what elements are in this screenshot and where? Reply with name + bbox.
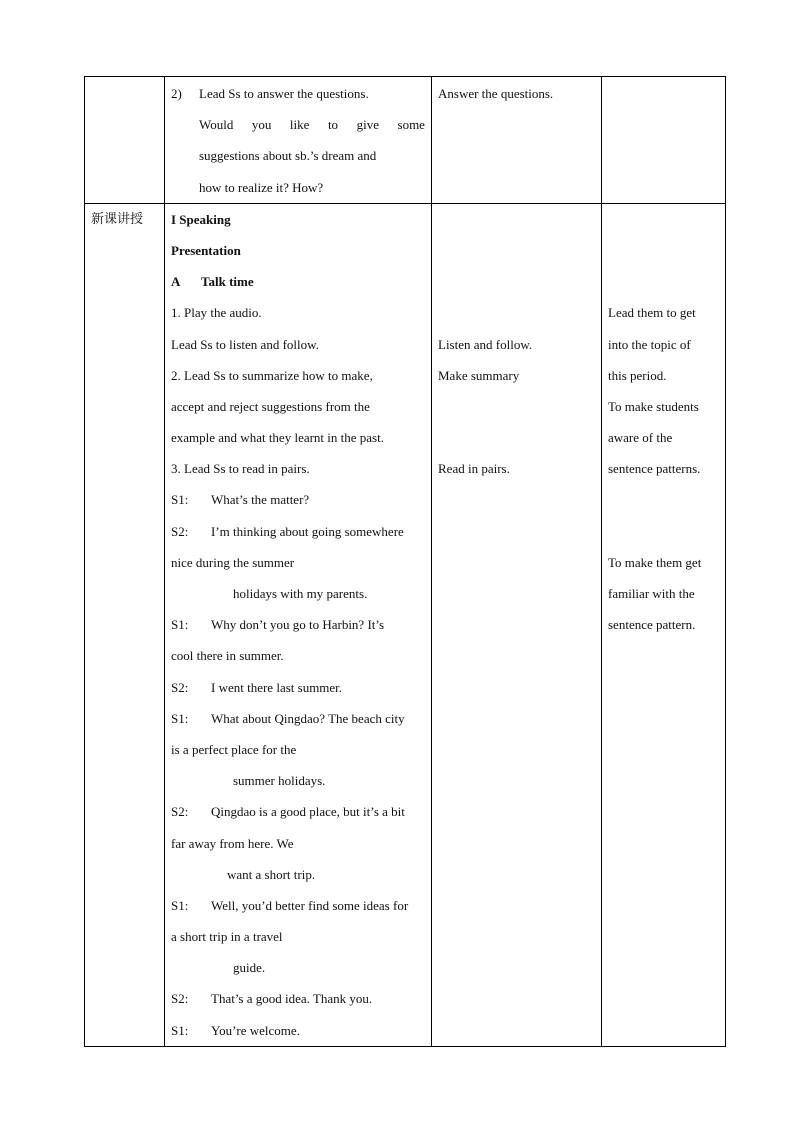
text-line: accept and reject suggestions from the	[171, 398, 370, 414]
text-line: 1. Play the audio.	[171, 305, 262, 321]
dialogue-line: S1: You’re welcome.	[171, 1022, 300, 1038]
stage-cell	[85, 77, 165, 204]
section-heading: I Speaking	[171, 211, 231, 227]
text-line: Read in pairs.	[438, 461, 510, 477]
purpose-cell	[602, 203, 726, 1046]
dialogue-line: S2: Qingdao is a good place, but it’s a bit	[171, 804, 405, 820]
stage-cell	[85, 203, 165, 1046]
text-line: Lead Ss to listen and follow.	[171, 336, 319, 352]
lesson-plan-table	[84, 76, 726, 1047]
text-line: this period.	[608, 367, 667, 383]
dialogue-line: S1: What’s the matter?	[171, 492, 310, 508]
text-line: into the topic of	[608, 336, 691, 352]
dialogue-line: S1: Why don’t you go to Harbin? It’s	[171, 617, 385, 633]
teacher-activity-cell	[165, 203, 432, 1046]
text-line: 2. Lead Ss to summarize how to make,	[171, 367, 373, 383]
dialogue-wrap: is a perfect place for the	[171, 741, 297, 757]
section-heading: A Talk time	[171, 274, 254, 290]
text-line: Answer the questions.	[438, 86, 554, 101]
dialogue-line: S2: That’s a good idea. Thank you.	[171, 991, 373, 1007]
dialogue-wrap: cool there in summer.	[171, 648, 284, 664]
dialogue-line: S2: I’m thinking about going somewhere	[171, 523, 404, 539]
dialogue-line: S2: I went there last summer.	[171, 679, 343, 695]
stage-label: 新课讲授	[91, 211, 144, 227]
purpose-cell	[602, 77, 726, 204]
table-row	[85, 203, 726, 1046]
text-line: To make students	[608, 398, 699, 414]
text-line: Lead them to get	[608, 305, 696, 321]
table-row	[85, 77, 726, 204]
section-heading: Presentation	[171, 242, 241, 258]
dialogue-continuation: summer holidays.	[233, 773, 326, 789]
justified-line: Would you like to give some	[199, 117, 425, 133]
dialogue-continuation: want a short trip.	[227, 866, 316, 882]
text-line: sentence pattern.	[608, 617, 696, 633]
text-line: suggestions about sb.’s dream and	[199, 148, 377, 164]
dialogue-continuation: guide.	[233, 960, 266, 976]
step-number: 2)	[171, 86, 182, 101]
teacher-activity-cell	[165, 77, 432, 204]
dialogue-wrap: far away from here. We	[171, 835, 294, 851]
text-line: how to realize it? How?	[199, 179, 324, 195]
text-line: 3. Lead Ss to read in pairs.	[171, 461, 310, 477]
text-line: example and what they learnt in the past.	[171, 430, 384, 446]
text-line: Make summary	[438, 367, 520, 383]
dialogue-line: S1: What about Qingdao? The beach city	[171, 710, 405, 726]
text-line: sentence patterns.	[608, 461, 701, 477]
text-line: familiar with the	[608, 586, 695, 601]
dialogue-continuation: holidays with my parents.	[233, 586, 368, 601]
dialogue-line: S1: Well, you’d better find some ideas for	[171, 897, 409, 913]
step-text: Lead Ss to answer the questions.	[199, 86, 369, 101]
text-line: Listen and follow.	[438, 336, 533, 352]
dialogue-wrap: a short trip in a travel	[171, 929, 283, 945]
student-activity-cell	[432, 77, 602, 204]
text-line: aware of the	[608, 430, 673, 446]
text-line: To make them get	[608, 554, 702, 570]
student-activity-cell	[432, 203, 602, 1046]
dialogue-wrap: nice during the summer	[171, 554, 295, 570]
